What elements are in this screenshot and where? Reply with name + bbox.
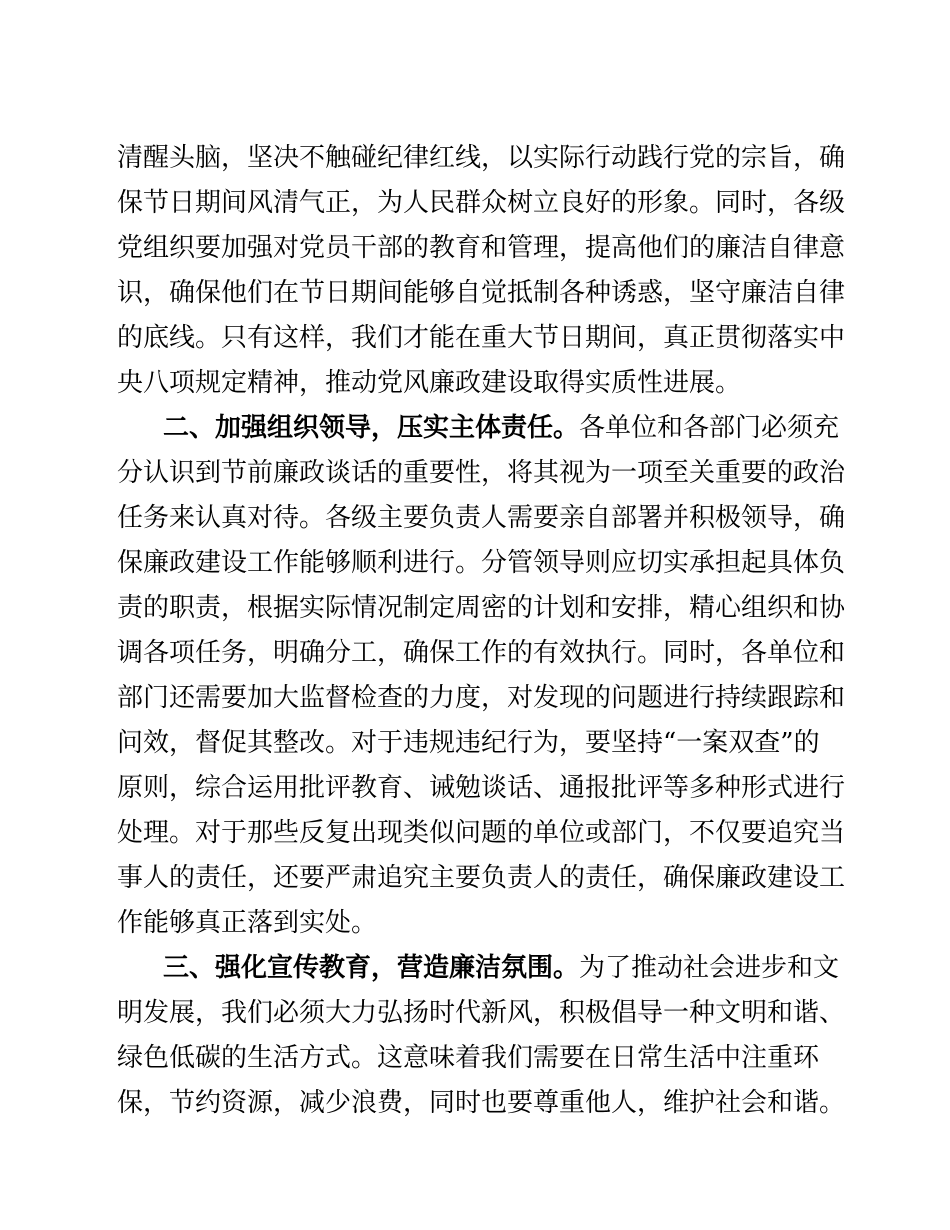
paragraph-line <box>117 1036 820 1081</box>
line-text: 问效，督促其整改。对于违规违纪行为，要坚持“一案双查”的 <box>117 728 820 758</box>
paragraph-line <box>117 901 817 946</box>
paragraph-line <box>117 136 846 181</box>
paragraph-line <box>117 226 846 271</box>
paragraph-line <box>117 991 846 1036</box>
paragraph-line <box>117 361 817 406</box>
line-text: 部门还需要加大监督检查的力度，对发现的问题进行持续跟踪和 <box>117 683 846 713</box>
paragraph-line <box>117 451 846 496</box>
line-text: 党组织要加强对党员干部的教育和管理，提高他们的廉洁自律意 <box>117 233 846 263</box>
line-text: 保，节约资源，减少浪费，同时也要尊重他人，维护社会和谐。 <box>117 1088 846 1118</box>
paragraph-line <box>117 316 846 361</box>
paragraph-line <box>117 856 846 901</box>
paragraph-line <box>117 541 846 586</box>
line-text: 原则，综合运用批评教育、诫勉谈话、通报批评等多种形式进行 <box>117 773 846 803</box>
line-text: 处理。对于那些反复出现类似问题的单位或部门，不仅要追究当 <box>117 818 846 848</box>
paragraph-line <box>117 766 846 811</box>
paragraph-line <box>117 811 846 856</box>
paragraph-line <box>117 586 846 631</box>
paragraph-line <box>117 676 846 721</box>
paragraph-line <box>117 721 820 766</box>
line-text: 任务来认真对待。各级主要负责人需要亲自部署并积极领导，确 <box>117 503 846 533</box>
paragraph-line <box>117 1081 846 1126</box>
line-text: 责的职责，根据实际情况制定周密的计划和安排，精心组织和协 <box>117 593 846 623</box>
paragraph-line <box>117 496 846 541</box>
section-heading: 三、强化宣传教育，营造廉洁氛围。 <box>163 953 580 983</box>
line-text: 清醒头脑，坚决不触碰纪律红线，以实际行动践行党的宗旨，确 <box>117 143 846 173</box>
paragraph-line <box>117 631 846 676</box>
line-text: 事人的责任，还要严肃追究主要负责人的责任，确保廉政建设工 <box>117 863 846 893</box>
line-text: 保廉政建设工作能够顺利进行。分管领导则应切实承担起具体负 <box>117 548 846 578</box>
line-text: 作能够真正落到实处。 <box>117 908 378 938</box>
line-text: 的底线。只有这样，我们才能在重大节日期间，真正贯彻落实中 <box>117 323 846 353</box>
line-text: 绿色低碳的生活方式。这意味着我们需要在日常生活中注重环 <box>117 1043 820 1073</box>
line-text: 调各项任务，明确分工，确保工作的有效执行。同时，各单位和 <box>117 638 846 668</box>
paragraph-line <box>117 181 846 226</box>
line-text: 分认识到节前廉政谈话的重要性，将其视为一项至关重要的政治 <box>117 458 846 488</box>
line-text: 央八项规定精神，推动党风廉政建设取得实质性进展。 <box>117 368 742 398</box>
paragraph-line <box>117 271 846 316</box>
document-body <box>117 136 846 1126</box>
line-text: 识，确保他们在节日期间能够自觉抵制各种诱惑，坚守廉洁自律 <box>117 278 846 308</box>
section-heading-line <box>117 946 840 991</box>
line-text: 为了推动社会进步和文 <box>579 953 840 983</box>
section-heading: 二、加强组织领导，压实主体责任。 <box>163 413 580 443</box>
line-text: 保节日期间风清气正，为人民群众树立良好的形象。同时，各级 <box>117 188 846 218</box>
section-heading-line <box>117 406 840 451</box>
line-text: 各单位和各部门必须充 <box>579 413 840 443</box>
line-text: 明发展，我们必须大力弘扬时代新风，积极倡导一种文明和谐、 <box>117 998 846 1028</box>
